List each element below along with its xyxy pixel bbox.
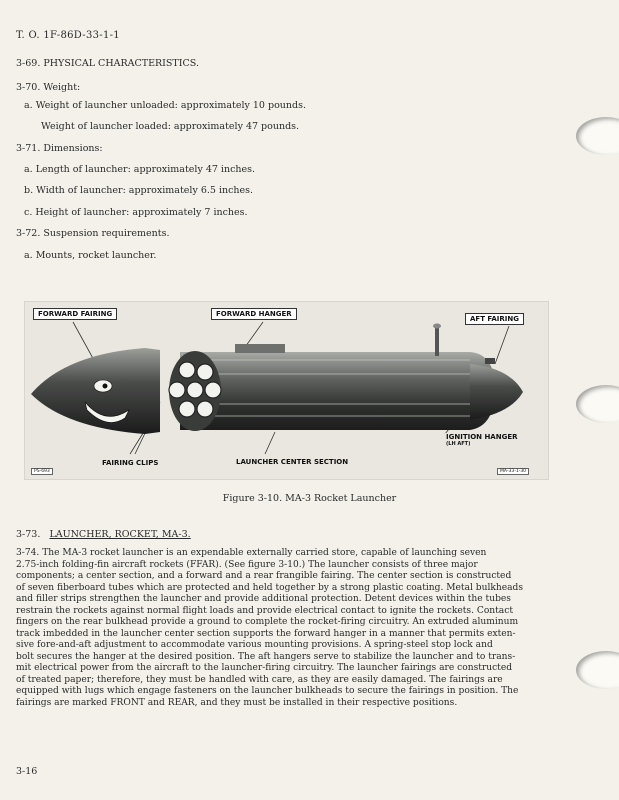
section-line: b. Width of launcher: approximately 6.5 inches. bbox=[24, 185, 254, 196]
label-ignition-hanger: IGNITION HANGER (LH AFT) bbox=[446, 433, 518, 447]
section-line: 3-69. PHYSICAL CHARACTERISTICS. bbox=[16, 58, 199, 69]
document-header: T. O. 1F-86D-33-1-1 bbox=[16, 30, 120, 41]
section-number: 3-73. bbox=[16, 529, 41, 540]
section-line: 3-72. Suspension requirements. bbox=[16, 228, 170, 239]
section-line: a. Length of launcher: approximately 47 inches. bbox=[24, 164, 256, 175]
punch-hole-top bbox=[576, 117, 619, 155]
paragraph-line: equipped with lugs which engage fasteners on the launcher bulkheads to secure the fairings in position. The bbox=[16, 686, 519, 696]
paragraph-line: fairings are marked FRONT and REAR, and they must be installed in their respective positions. bbox=[16, 697, 458, 708]
label-fairing-clips: FAIRING CLIPS bbox=[102, 459, 159, 467]
paragraph-line: of treated paper; therefore, they must be handled with care, as they are easily damaged. The fairings are bbox=[16, 674, 503, 685]
label-forward-fairing: FORWARD FAIRING bbox=[33, 308, 117, 320]
paragraph-line: of seven fiberboard tubes which are protected and held together by a strong plastic coating. Metal bulkheads bbox=[16, 582, 524, 593]
figure-code-left: PS-693 bbox=[31, 468, 53, 475]
rocket-launcher-illustration bbox=[25, 302, 548, 479]
label-aft-fairing: AFT FAIRING bbox=[465, 313, 524, 325]
paragraph-line: fingers on the rear bulkhead provide a ground to complete the rocket-firing circuitry. An extruded aluminum bbox=[16, 617, 519, 627]
figure-rocket-launcher bbox=[24, 301, 549, 480]
section-3-73-heading bbox=[16, 529, 191, 540]
label-forward-hanger: FORWARD HANGER bbox=[211, 308, 297, 320]
paragraph-line: components; a center section, and a forward and a rear frangible fairing. The center section is constructed bbox=[16, 571, 512, 581]
punch-hole-middle bbox=[576, 385, 619, 423]
section-3-74-paragraph bbox=[16, 548, 546, 709]
section-line: c. Height of launcher: approximately 7 inches. bbox=[24, 207, 248, 218]
paragraph-line: restrain the rockets against normal flight loads and provide electrical contact to ignite the rockets. Contact bbox=[16, 605, 513, 616]
paragraph-line: mit electrical power from the aircraft to the launcher-firing circuitry. The launcher fairings are constructed bbox=[16, 663, 513, 673]
paragraph-line: sive fore-and-aft adjustment to accommodate various mounting provisions. A spring-steel stop lock and bbox=[16, 640, 493, 650]
section-title: LAUNCHER, ROCKET, MA-3. bbox=[49, 529, 191, 540]
punch-hole-bottom bbox=[576, 651, 619, 689]
section-line: Weight of launcher loaded: approximately 47 pounds. bbox=[41, 121, 300, 132]
figure-code-right: MA-33-1-30 bbox=[497, 468, 529, 475]
paragraph-line: track imbedded in the launcher center section supports the forward hanger in a manner that permits exten- bbox=[16, 628, 516, 639]
label-launcher-center-section: LAUNCHER CENTER SECTION bbox=[236, 458, 349, 466]
paragraph-line: 3-74. The MA-3 rocket launcher is an expendable externally carried store, capable of launching seven bbox=[16, 548, 487, 558]
paragraph-line: and filler strips strengthen the launcher and provide additional protection. Detent devices within the tubes bbox=[16, 594, 511, 604]
figure-caption: Figure 3-10. MA-3 Rocket Launcher bbox=[222, 493, 397, 504]
paragraph-line: bolt secures the hanger at the desired position. The aft hangers serve to stabilize the launcher and to trans- bbox=[16, 651, 516, 662]
section-line: a. Weight of launcher unloaded: approximately 10 pounds. bbox=[24, 100, 307, 111]
section-line: 3-70. Weight: bbox=[16, 82, 81, 93]
section-line: 3-71. Dimensions: bbox=[16, 143, 103, 154]
page-number: 3-16 bbox=[16, 766, 38, 777]
section-line: a. Mounts, rocket launcher. bbox=[24, 250, 157, 261]
paragraph-line: 2.75-inch folding-fin aircraft rockets (FFAR). (See figure 3-10.) The launcher consists of three major bbox=[16, 559, 478, 570]
